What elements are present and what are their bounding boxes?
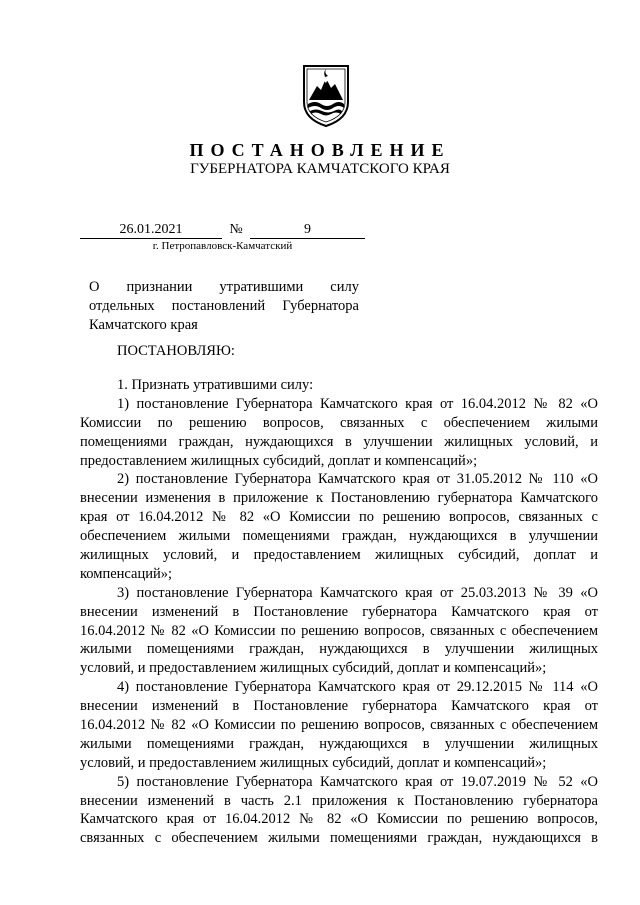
body-line: 16.04.2012 № 82 «О Комиссии по решению вопросов, связанных с обеспечением — [80, 622, 598, 639]
body-line: внесении изменения в приложение к Постановлению губернатора Камчатского — [80, 490, 598, 507]
body-line: внесении изменений в Постановление губернатора Камчатского края от — [80, 603, 598, 620]
body-line: внесении изменений в Постановление губернатора Камчатского края от — [80, 698, 598, 715]
number-underline — [250, 238, 365, 239]
body-line: 4) постановление Губернатора Камчатского края от 29.12.2015 № 114 «О — [117, 679, 598, 696]
document-body — [80, 376, 598, 848]
body-line: 5) постановление Губернатора Камчатского края от 19.07.2019 № 52 «О — [117, 773, 598, 790]
body-line: 2) постановление Губернатора Камчатского края от 31.05.2012 № 110 «О — [117, 471, 598, 488]
subject-line: отдельных постановлений Губернатора — [89, 298, 359, 314]
decree-word: ПОСТАНОВЛЯЮ: — [117, 343, 235, 359]
body-line: Комиссии по решению вопросов, связанных с обеспечением жилыми — [80, 414, 598, 431]
document-place: г. Петропавловск-Камчатский — [152, 240, 293, 252]
body-line: края от 16.04.2012 № 82 «О Комиссии по решению вопросов, связанных с — [80, 509, 598, 526]
subject-line: О признании утратившими силу — [89, 279, 359, 295]
document-subject — [89, 278, 359, 335]
body-line: 3) постановление Губернатора Камчатского края от 25.03.2013 № 39 «О — [117, 584, 598, 601]
body-line: 1. Признать утратившими силу: — [117, 377, 314, 393]
body-line: компенсаций»; — [80, 565, 173, 582]
body-line: обеспечением жилыми помещениями граждан, нуждающихся в улучшении — [80, 528, 598, 545]
date-underline — [80, 238, 222, 239]
body-line: 1) постановление Губернатора Камчатского края от 16.04.2012 № 82 «О — [117, 395, 598, 412]
body-line: условий, и предоставлением жилищных субсидий, доплат и компенсаций»; — [80, 754, 547, 771]
body-line: 16.04.2012 № 82 «О Комиссии по решению вопросов, связанных с обеспечением — [80, 717, 598, 734]
body-line: Камчатского края от 16.04.2012 № 82 «О Комиссии по решению вопросов, — [80, 811, 598, 828]
body-line: жилищных условий, и предоставлением жилищных субсидий, доплат и — [80, 547, 598, 564]
body-line: жилыми помещениями граждан, нуждающихся в улучшении жилищных — [80, 641, 598, 658]
document-title: ПОСТАНОВЛЕНИЕ — [189, 140, 451, 160]
body-line: связанных с обеспечением жилыми помещениями граждан, нуждающихся в — [80, 830, 598, 847]
body-line: внесении изменений в часть 2.1 приложения к Постановлению губернатора — [80, 792, 598, 809]
document-date: 26.01.2021 — [119, 222, 183, 237]
body-line: условий, и предоставлением жилищных субсидий, доплат и компенсаций»; — [80, 660, 547, 677]
body-line: помещениями граждан, нуждающихся в улучшении жилищных условий, и — [80, 433, 598, 450]
number-label: № — [229, 222, 243, 237]
document-issuer: ГУБЕРНАТОРА КАМЧАТСКОГО КРАЯ — [190, 161, 450, 177]
body-line: предоставлением жилищных субсидий, доплат и компенсаций»; — [80, 452, 478, 469]
document-number: 9 — [304, 222, 311, 237]
subject-line: Камчатского края — [89, 317, 198, 333]
kamchatka-coat-of-arms-icon — [301, 64, 351, 127]
body-line: жилыми помещениями граждан, нуждающихся в улучшении жилищных — [80, 735, 598, 752]
